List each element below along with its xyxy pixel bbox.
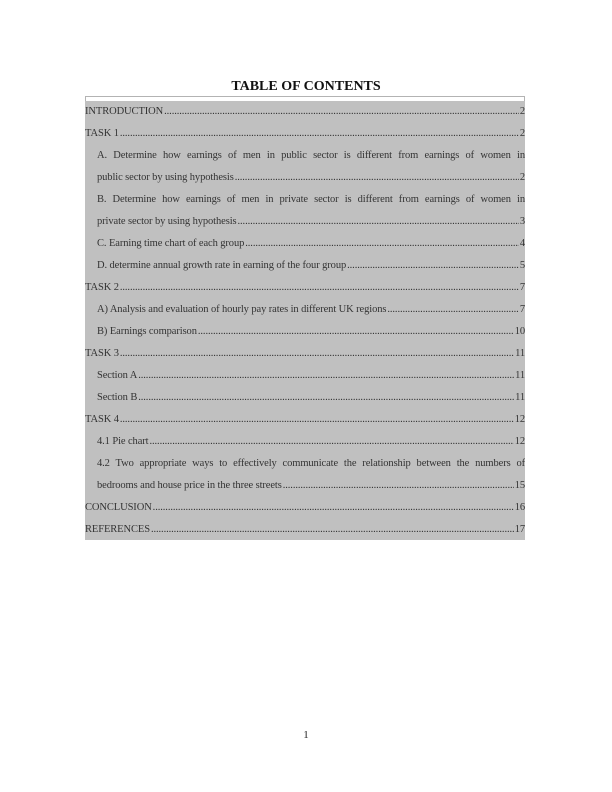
toc-leader-dots: [235, 167, 519, 189]
toc-entry-label: A) Analysis and evaluation of hourly pay rates in different UK regions: [97, 304, 387, 315]
toc-title: TABLE OF CONTENTS: [231, 79, 381, 94]
toc-entry-task-2a[interactable]: [85, 299, 525, 321]
toc-entry-label: CONCLUSION: [85, 502, 152, 513]
toc-entry-first-line: B. Determine how earnings of men in private sector is different from earnings of women in: [97, 194, 525, 205]
toc-entry-label: Section B: [97, 392, 138, 403]
page-number: 1: [303, 729, 309, 741]
toc-entry-label: 4.1 Pie chart: [97, 436, 149, 447]
toc-entry-references[interactable]: [85, 519, 525, 541]
toc-entry-label: B) Earnings comparison: [97, 326, 197, 337]
toc-entry-task-3[interactable]: [85, 343, 525, 365]
toc-entry-page: 4: [519, 238, 525, 249]
toc-entry-page: 3: [519, 216, 525, 227]
toc-entry-page: 2: [519, 172, 525, 183]
toc-entry-label: TASK 2: [85, 282, 119, 293]
toc-entry-task-2b[interactable]: [85, 321, 525, 343]
toc-entry-label: bedrooms and house price in the three streets: [97, 480, 282, 491]
toc-entry-page: 10: [514, 326, 525, 337]
toc-entry-4-2-line-1[interactable]: [85, 453, 525, 475]
toc-entry-label: TASK 3: [85, 348, 119, 359]
toc-entry-task-1[interactable]: [85, 123, 525, 145]
toc-entry-label: D. determine annual growth rate in earning of the four group: [97, 260, 347, 271]
toc-entry-page: 2: [519, 128, 525, 139]
toc-leader-dots: [387, 299, 518, 321]
toc-entry-page: 17: [514, 524, 525, 535]
toc-leader-dots: [164, 101, 519, 123]
toc-entry-4-2[interactable]: [85, 475, 525, 497]
toc-entry-label: TASK 1: [85, 128, 119, 139]
toc-entry-task-1b-line-1[interactable]: [85, 189, 525, 211]
toc-entry-page: 7: [519, 304, 525, 315]
toc-entry-page: 15: [514, 480, 525, 491]
toc-entry-section-b[interactable]: [85, 387, 525, 409]
toc-leader-dots: [138, 387, 514, 409]
toc-entry-page: 2: [519, 106, 525, 117]
toc-entry-label: public sector by using hypothesis: [97, 172, 234, 183]
toc-entry-task-1a-line-1[interactable]: [85, 145, 525, 167]
toc-entry-task-2[interactable]: [85, 277, 525, 299]
toc-leader-dots: [198, 321, 514, 343]
toc-entry-task-1a[interactable]: [85, 167, 525, 189]
toc-entry-label: C. Earning time chart of each group: [97, 238, 245, 249]
toc-entry-task-4[interactable]: [85, 409, 525, 431]
toc-entry-4-1[interactable]: [85, 431, 525, 453]
toc-entry-task-1d[interactable]: [85, 255, 525, 277]
toc-leader-dots: [120, 123, 519, 145]
toc-entry-first-line: A. Determine how earnings of men in public sector is different from earnings of women in: [97, 150, 525, 161]
toc-leader-dots: [149, 431, 513, 453]
toc-leader-dots: [138, 365, 514, 387]
toc-leader-dots: [245, 233, 519, 255]
toc-entry-label: REFERENCES: [85, 524, 150, 535]
toc-leader-dots: [238, 211, 519, 233]
toc-entry-first-line: 4.2 Two appropriate ways to effectively communicate the relationship between the numbers of: [97, 458, 525, 469]
toc-entry-page: 12: [514, 414, 525, 425]
toc-leader-dots: [120, 277, 519, 299]
toc-entry-label: INTRODUCTION: [85, 106, 164, 117]
toc-entry-page: 11: [515, 348, 525, 359]
toc-list: [85, 101, 525, 541]
toc-leader-dots: [283, 475, 514, 497]
toc-entry-section-a[interactable]: [85, 365, 525, 387]
toc-entry-introduction[interactable]: [85, 101, 525, 123]
toc-leader-dots: [120, 343, 514, 365]
toc-entry-page: 11: [515, 392, 525, 403]
toc-entry-task-1b[interactable]: [85, 211, 525, 233]
toc-leader-dots: [347, 255, 519, 277]
toc-leader-dots: [153, 497, 514, 519]
toc-entry-page: 11: [515, 370, 525, 381]
toc-entry-task-1c[interactable]: [85, 233, 525, 255]
toc-entry-page: 7: [519, 282, 525, 293]
toc-entry-label: TASK 4: [85, 414, 119, 425]
toc-entry-label: private sector by using hypothesis: [97, 216, 237, 227]
toc-entry-page: 5: [519, 260, 525, 271]
toc-leader-dots: [151, 519, 514, 541]
toc-entry-page: 12: [514, 436, 525, 447]
toc-entry-page: 16: [514, 502, 525, 513]
toc-leader-dots: [120, 409, 514, 431]
toc-entry-label: Section A: [97, 370, 138, 381]
toc-entry-conclusion[interactable]: [85, 497, 525, 519]
